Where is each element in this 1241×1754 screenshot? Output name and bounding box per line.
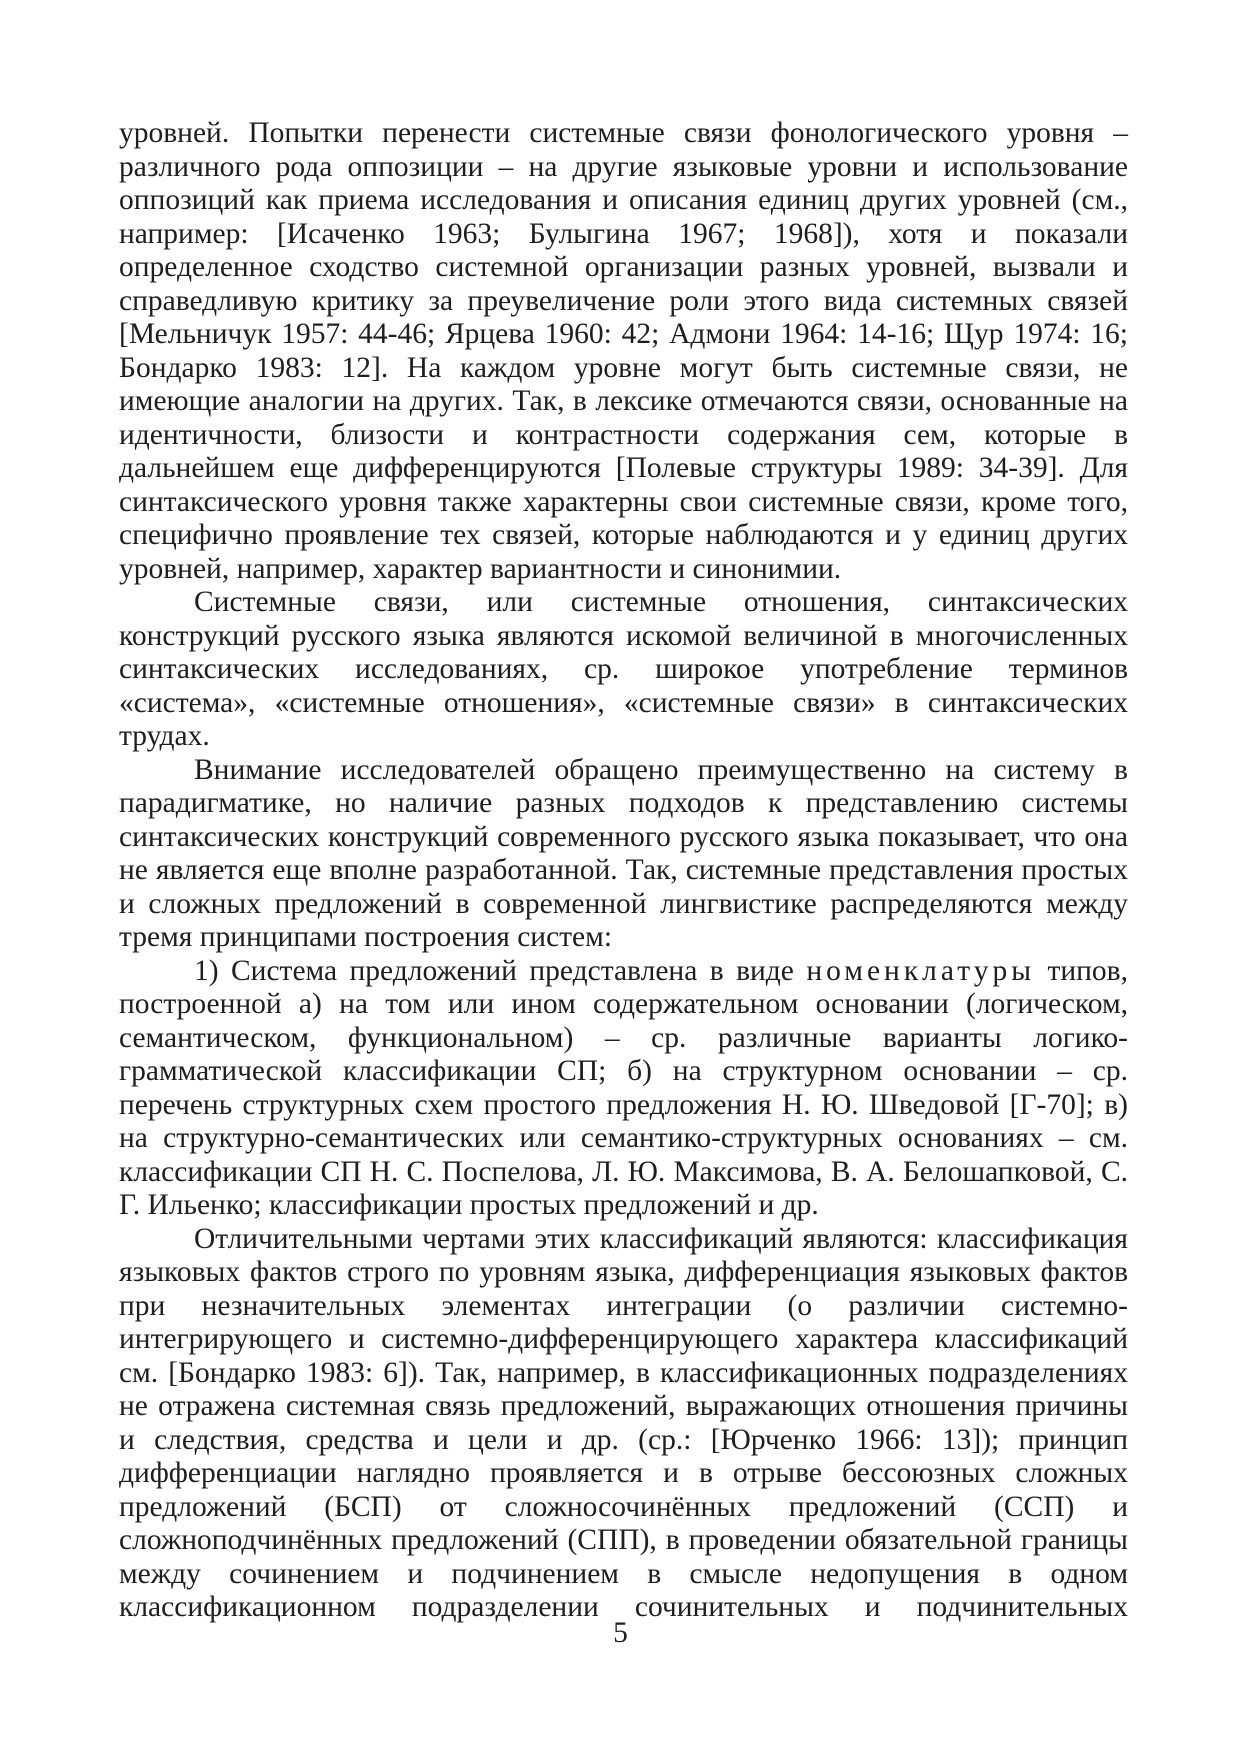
paragraph-1: уровней. Попытки перенести системные связи фонологического уровня – различного рода оппозиции – на другие языковые уровни и использование оппозиций как приема исследования и описания единиц других уровней (см., например: [Исаченко 1963; Булыгина 1967; 1968]), хотя и показали определенное сходство системной организации разных уровней, вызвали и справедливую критику за преувеличение роли этого вида системных связей [Мельничук 1957: 44-46; Ярцева 1960: 42; Адмони 1964: 14-16; Щур 1974: 16; Бондарко 1983: 12]. На каждом уровне могут быть системные связи, не имеющие аналогии на других. Так, в лексике отмечаются связи, основанные на идентичности, близости и контрастности содержания сем, которые в дальнейшем еще дифференцируются [Полевые структуры 1989: 34-39]. Для синтаксического уровня также характерны свои системные связи, кроме того, специфично проявление тех связей, которые наблюдаются и у единиц других уровней, например, характер вариантности и синонимии. [119,117,1128,585]
page-number: 5 [613,1617,628,1649]
paragraph-5: Отличительными чертами этих классификаций являются: классификация языковых фактов строго по уровням языка, дифференциация языковых фактов при незначительных элементах интеграции (о различии системно-интегрирующего и системно-дифференцирующего характера классификаций см. [Бондарко 1983: 6]). Так, например, в классификационных подразделениях не отражена системная связь предложений, выражающих отношения причины и следствия, средства и цели и др. (ср.: [Юрченко 1966: 13]); принцип дифференциации наглядно проявляется и в отрыве бессоюзных сложных предложений (БСП) от сложносочинённых предложений (ССП) и сложноподчинённых предложений (СПП), в проведении обязательной границы между сочинением и подчинением в смысле недопущения в одном классификационном подразделении сочинительных и подчинительных [119,1222,1128,1623]
paragraph-4 [119,955,1128,1223]
paragraph-4-start: 1) Система предложений представлена в виде [194,954,794,987]
spaced-term: номенклатуры [806,954,1036,987]
paragraph-4-rest: типов, построенной а) на том или ином содержательном основании (логическом, семантическом, функциональном) – ср. различные варианты логико-грамматической классификации СП; б) на структурном основании – ср. перечень структурных схем простого предложения Н. Ю. Шведовой [Г-70]; в) на структурно-семантических или семантико-структурных основаниях – см. классификации СП Н. С. Поспелова, Л. Ю. Максимова, В. А. Белошапковой, С. Г. Ильенко; классификации простых предложений и др. [119,954,1128,1221]
paragraph-3: Внимание исследователей обращено преимущественно на систему в парадигматике, но наличие разных подходов к представлению системы синтаксических конструкций современного русского языка показывает, что она не является еще вполне разработанной. Так, системные представления простых и сложных предложений в современной лингвистике распределяются между тремя принципами построения систем: [119,753,1128,953]
paragraph-2: Системные связи, или системные отношения, синтаксических конструкций русского языка являются искомой величиной в многочисленных синтаксических исследованиях, ср. широкое употребление терминов «система», «системные отношения», «системные связи» в синтаксических трудах. [119,586,1128,752]
body-text [119,117,1128,1625]
